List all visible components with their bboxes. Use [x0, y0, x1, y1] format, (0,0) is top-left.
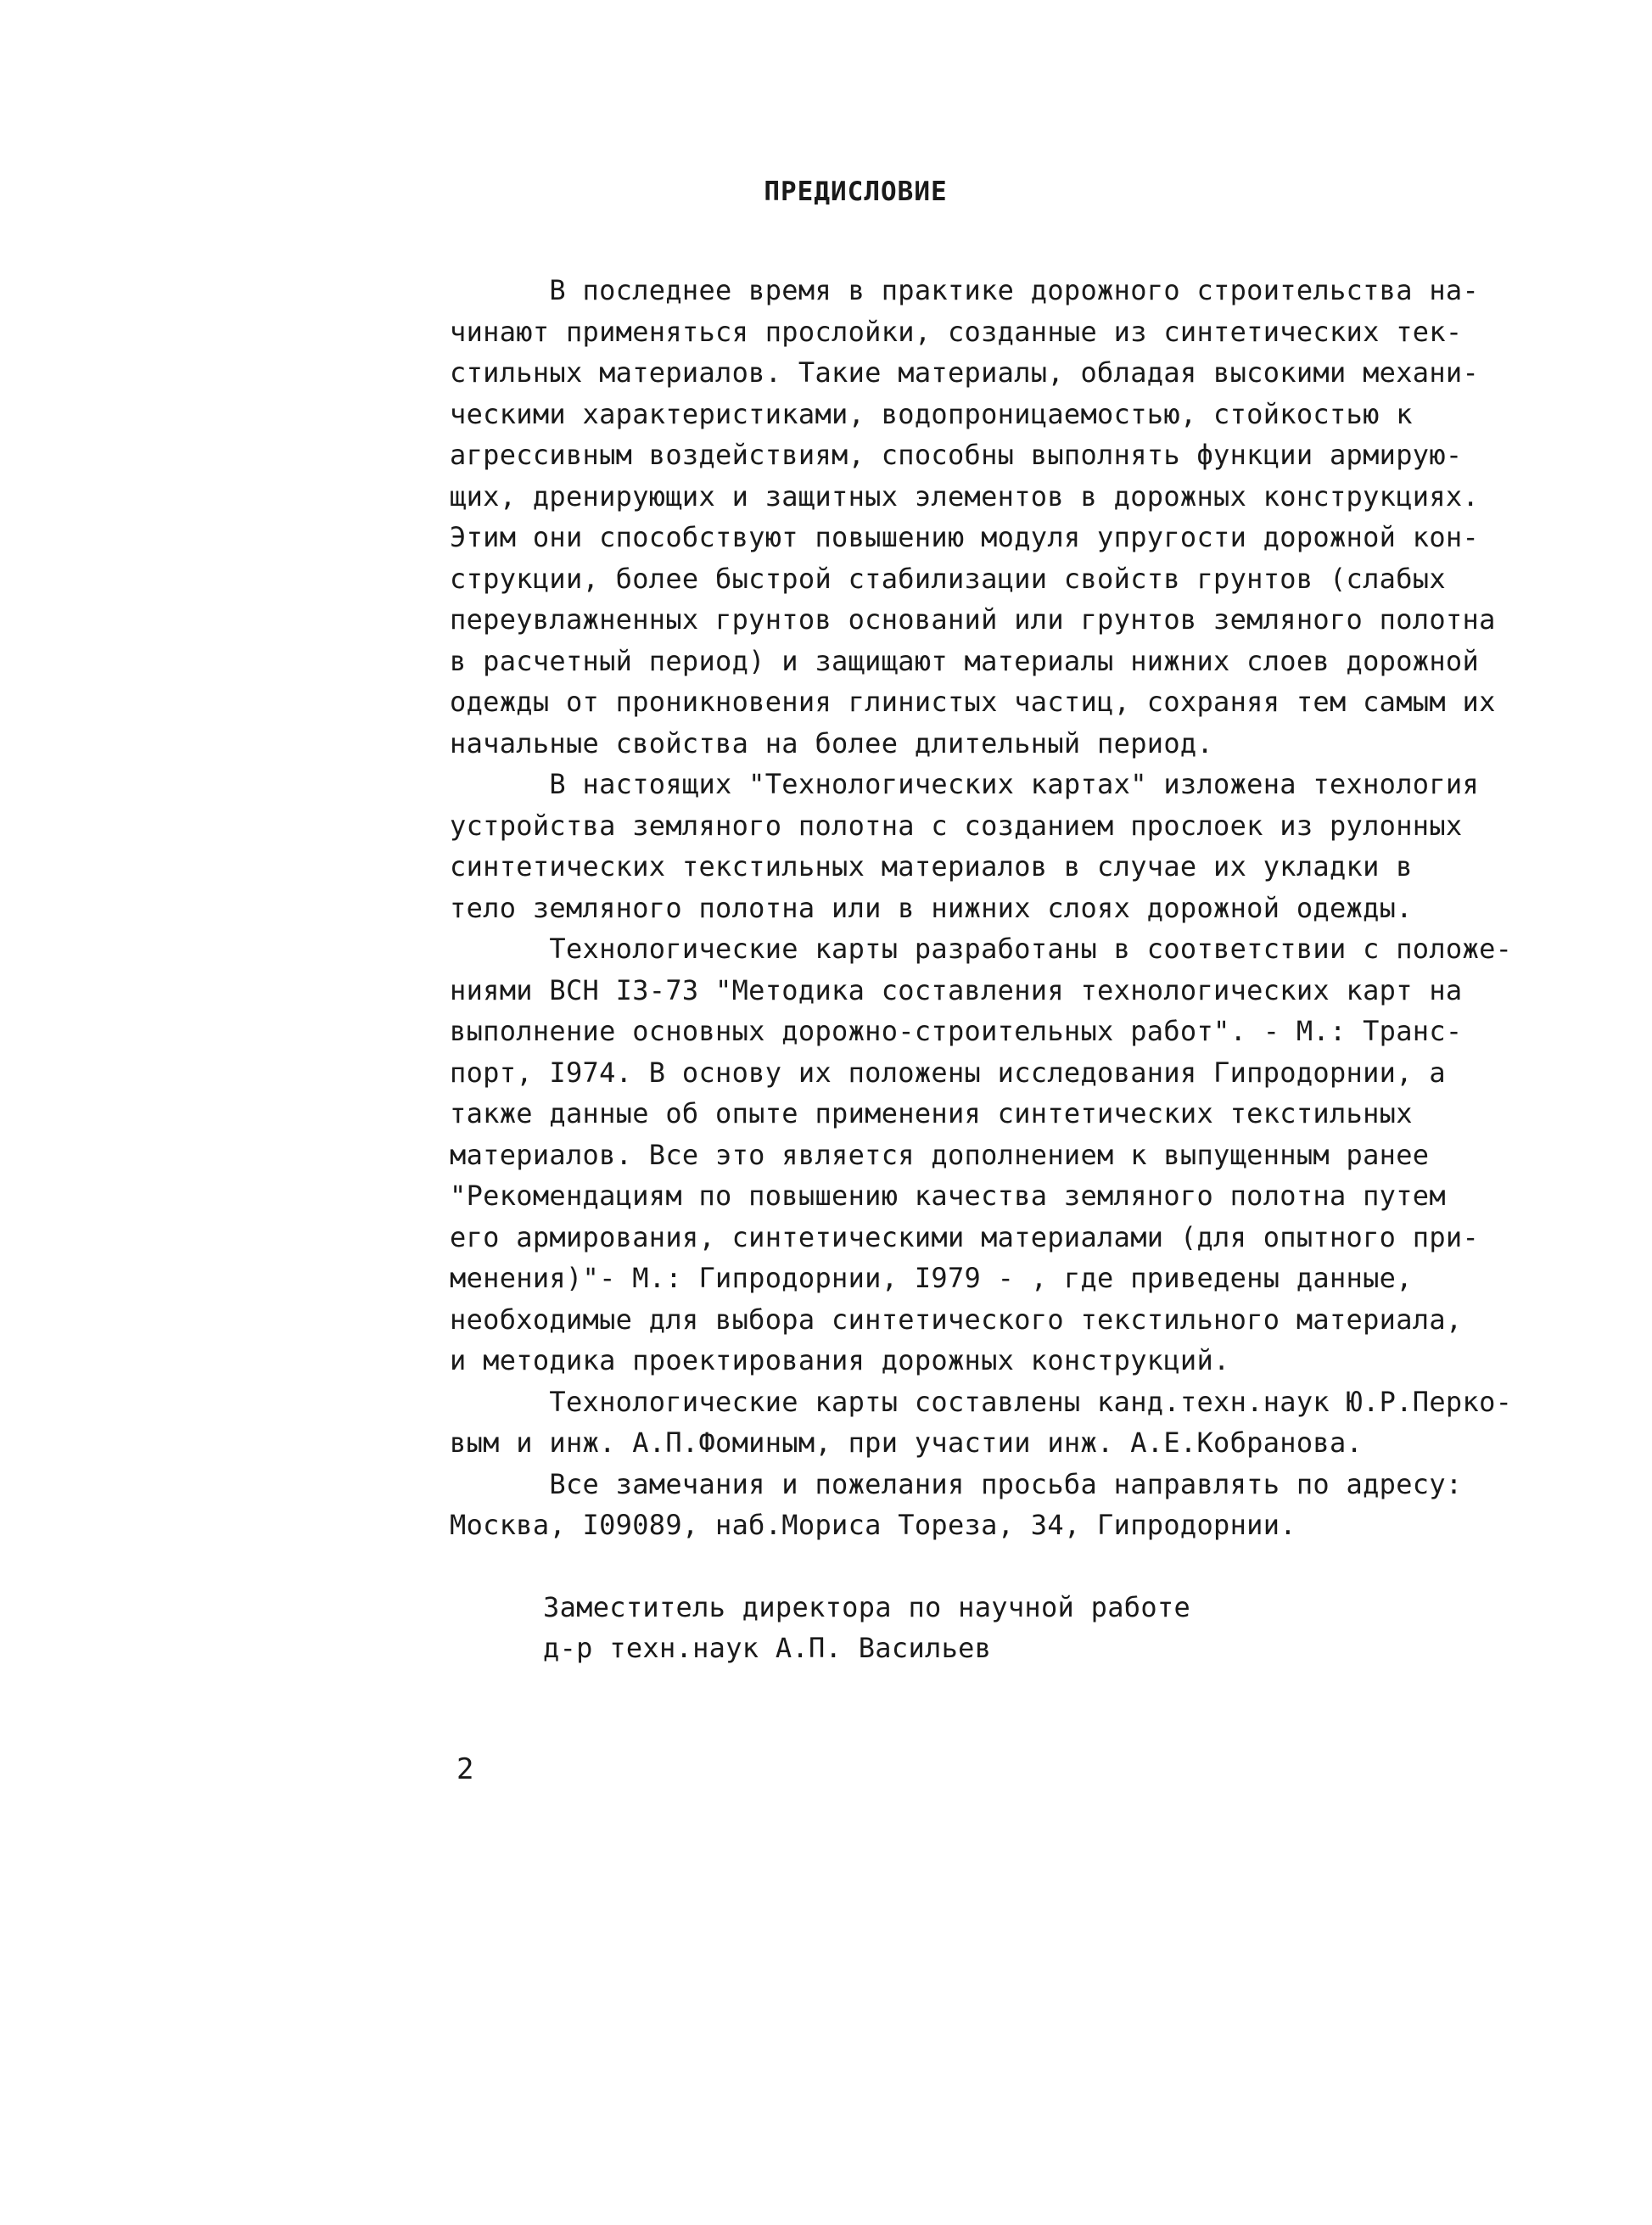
signature-block — [450, 1587, 1544, 1669]
text-line: В настоящих "Технологических картах" изложена технология — [450, 768, 1480, 800]
text-line: ческими характеристиками, водопроницаемостью, стойкостью к — [450, 397, 1413, 430]
text-line: стильных материалов. Такие материалы, обладая высокими механи- — [450, 356, 1480, 389]
signature-position: Заместитель директора по научной работе — [543, 1590, 1191, 1623]
text-line: тело земляного полотна или в нижних слоях дорожной одежды. — [450, 891, 1413, 924]
paragraph — [450, 1464, 1544, 1546]
text-line: Этим они способствуют повышению модуля упругости дорожной кон- — [450, 521, 1480, 553]
paragraph — [450, 764, 1544, 928]
text-line: и методика проектирования дорожных конструкций. — [450, 1344, 1230, 1376]
text-line: выполнение основных дорожно-строительных работ". - М.: Транс- — [450, 1015, 1463, 1047]
text-line: Все замечания и пожелания просьба направлять по адресу: — [450, 1467, 1463, 1500]
text-line: также данные об опыте применения синтетических текстильных — [450, 1097, 1413, 1129]
signature-name: д-р техн.наук А.П. Васильев — [543, 1632, 992, 1664]
text-line: его армирования, синтетическими материалами (для опытного при- — [450, 1220, 1480, 1253]
text-line: Москва, I09089, наб.Мориса Тореза, 34, Гипродорнии. — [450, 1509, 1296, 1541]
body-text — [450, 270, 1544, 1669]
text-line: одежды от проникновения глинистых частиц, сохраняя тем самым их — [450, 686, 1496, 718]
paragraph — [450, 928, 1544, 1382]
page-heading: ПРЕДИСЛОВИЕ — [764, 177, 948, 207]
text-line: переувлажненных грунтов оснований или грунтов земляного полотна — [450, 603, 1496, 636]
text-line: Технологические карты разработаны в соответствии с положе- — [450, 933, 1513, 965]
text-line: чинают применяться прослойки, созданные из синтетических тек- — [450, 315, 1463, 348]
text-line: струкции, более быстрой стабилизации свойств грунтов (слабых — [450, 562, 1446, 595]
text-line: вым и инж. А.П.Фоминым, при участии инж. А.Е.Кобранова. — [450, 1426, 1364, 1459]
page-number: 2 — [456, 1752, 474, 1786]
spacer — [450, 1546, 1544, 1587]
text-line: "Рекомендациям по повышению качества земляного полотна путем — [450, 1180, 1446, 1212]
text-line: щих, дренирующих и защитных элементов в дорожных конструкциях. — [450, 479, 1480, 513]
text-line: необходимые для выбора синтетического текстильного материала, — [450, 1303, 1463, 1336]
paragraph — [450, 270, 1544, 764]
text-line: агрессивным воздействиям, способны выполнять функции армирую- — [450, 439, 1463, 471]
text-line: устройства земляного полотна с созданием прослоек из рулонных — [450, 809, 1463, 842]
text-line: материалов. Все это является дополнением к выпущенным ранее — [450, 1138, 1430, 1171]
text-line: в расчетный период) и защищают материалы нижних слоев дорожной — [450, 644, 1480, 677]
text-line: Технологические карты составлены канд.техн.наук Ю.Р.Перко- — [450, 1385, 1513, 1418]
text-line: синтетических текстильных материалов в случае их укладки в — [450, 850, 1413, 883]
text-line: порт, I974. В основу их положены исследования Гипродорнии, а — [450, 1056, 1446, 1089]
text-line: менения)"- М.: Гипродорнии, I979 - , где приведены данные, — [450, 1262, 1413, 1294]
text-line: В последнее время в практике дорожного строительства на- — [450, 274, 1480, 306]
paragraph — [450, 1382, 1544, 1464]
text-line: ниями ВСН I3-73 "Методика составления технологических карт на — [450, 973, 1463, 1006]
text-line: начальные свойства на более длительный период. — [450, 726, 1214, 759]
